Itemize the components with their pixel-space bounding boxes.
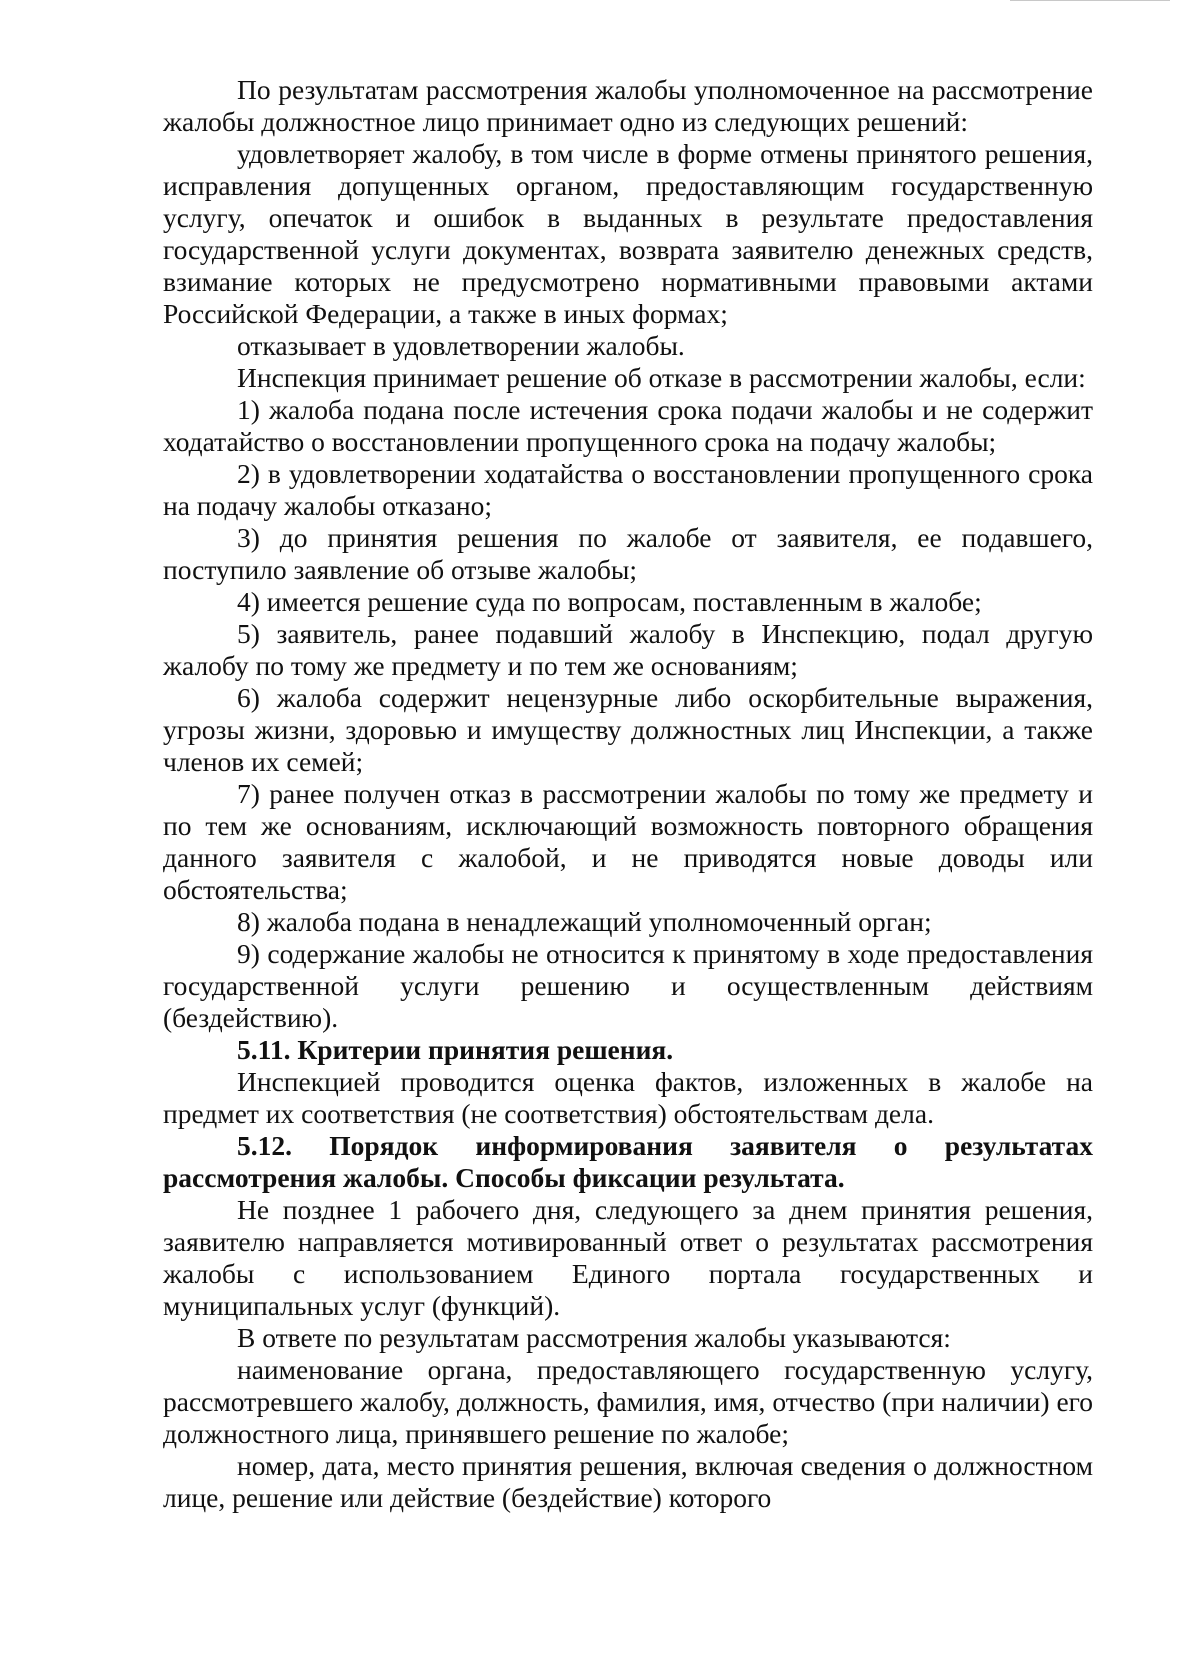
section-heading-5-11: 5.11. Критерии принятия решения. bbox=[237, 1034, 674, 1065]
list-item-ground-9: 9) содержание жалобы не относится к принятому в ходе предоставления государственной услуги решению и осуществленным действиям (бездействию). bbox=[163, 938, 1093, 1033]
list-item-ground-2: 2) в удовлетворении ходатайства о восстановлении пропущенного срока на подачу жалобы отказано; bbox=[163, 458, 1093, 521]
list-item-ground-5: 5) заявитель, ранее подавший жалобу в Инспекцию, подал другую жалобу по тому же предмету и по тем же основаниям; bbox=[163, 618, 1093, 681]
list-item-ground-8: 8) жалоба подана в ненадлежащий уполномоченный орган; bbox=[237, 906, 932, 937]
list-item-ground-3: 3) до принятия решения по жалобе от заявителя, ее подавшего, поступило заявление об отзыве жалобы; bbox=[163, 522, 1093, 585]
paragraph-response-contents-intro: В ответе по результатам рассмотрения жалобы указываются: bbox=[237, 1322, 951, 1353]
list-item-ground-4: 4) имеется решение суда по вопросам, поставленным в жалобе; bbox=[237, 586, 982, 617]
list-item-ground-6: 6) жалоба содержит нецензурные либо оскорбительные выражения, угрозы жизни, здоровью и имуществу должностных лиц Инспекции, а также членов их семей; bbox=[163, 682, 1093, 777]
document-page bbox=[163, 74, 1093, 1514]
paragraph-fact-assessment: Инспекцией проводится оценка фактов, изложенных в жалобе на предмет их соответствия (не соответствия) обстоятельствам дела. bbox=[163, 1066, 1093, 1129]
paragraph-response-body-name: наименование органа, предоставляющего государственную услугу, рассмотревшего жалобу, должность, фамилия, имя, отчество (при наличии) его должностного лица, принявшего решение по жалобе; bbox=[163, 1354, 1093, 1449]
paragraph-refusal-grounds-intro: Инспекция принимает решение об отказе в рассмотрении жалобы, если: bbox=[237, 362, 1086, 393]
list-item-ground-1: 1) жалоба подана после истечения срока подачи жалобы и не содержит ходатайство о восстановлении пропущенного срока на подачу жалобы; bbox=[163, 394, 1093, 457]
paragraph-decision-intro: По результатам рассмотрения жалобы уполномоченное на рассмотрение жалобы должностное лицо принимает одно из следующих решений: bbox=[163, 74, 1093, 137]
paragraph-satisfies-complaint: удовлетворяет жалобу, в том числе в форме отмены принятого решения, исправления допущенных органом, предоставляющим государственную услугу, опечаток и ошибок в выданных в результате предоставления государственной услуги документах, возврата заявителю денежных средств, взимание которых не предусмотрено нормативными правовыми актами Российской Федерации, а также в иных формах; bbox=[163, 138, 1093, 329]
section-heading-5-12: 5.12. Порядок информирования заявителя о результатах рассмотрения жалобы. Способы фиксации результата. bbox=[163, 1130, 1093, 1193]
page-top-edge-line bbox=[1010, 0, 1170, 1]
paragraph-refuses-complaint: отказывает в удовлетворении жалобы. bbox=[237, 330, 685, 361]
paragraph-response-decision-details: номер, дата, место принятия решения, включая сведения о должностном лице, решение или действие (бездействие) которого bbox=[163, 1450, 1093, 1513]
paragraph-response-deadline: Не позднее 1 рабочего дня, следующего за днем принятия решения, заявителю направляется мотивированный ответ о результатах рассмотрения жалобы с использованием Единого портала государственных и муниципальных услуг (функций). bbox=[163, 1194, 1093, 1321]
list-item-ground-7: 7) ранее получен отказ в рассмотрении жалобы по тому же предмету и по тем же основаниям, исключающий возможность повторного обращения данного заявителя с жалобой, и не приводятся новые доводы или обстоятельства; bbox=[163, 778, 1093, 905]
